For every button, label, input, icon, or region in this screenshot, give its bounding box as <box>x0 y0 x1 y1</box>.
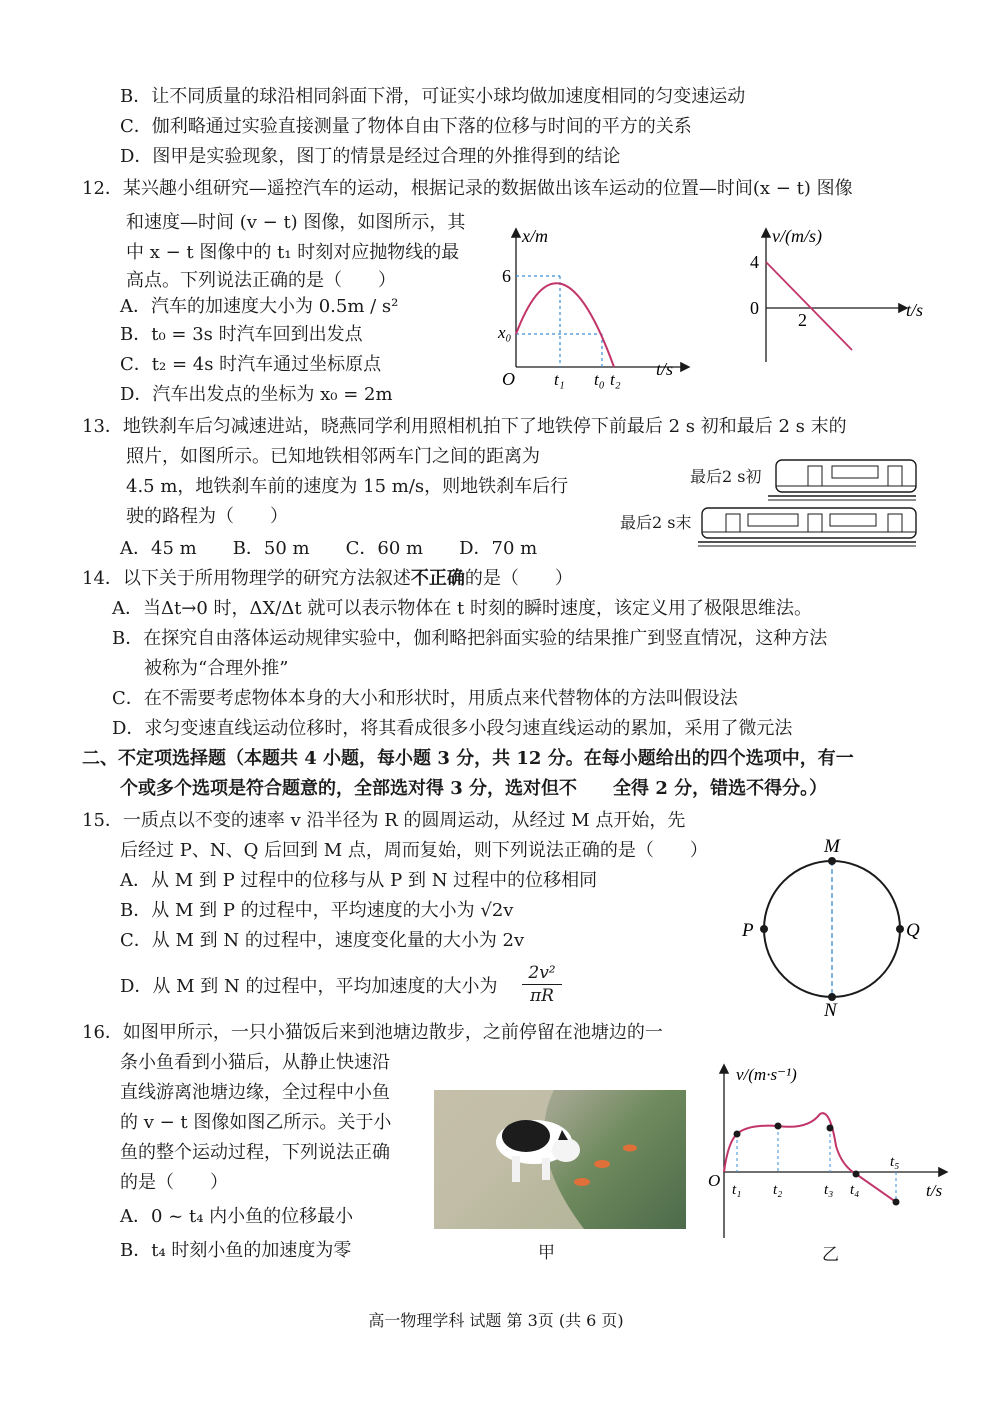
q13-options: A．45 m B．50 m C．60 m D．70 m <box>120 538 538 559</box>
page-footer: 高一物理学科 试题 第 3页 (共 6 页) <box>368 1311 624 1330</box>
q16-tick-t1: t₁ <box>732 1182 742 1198</box>
train-last <box>698 508 916 546</box>
q15-fraction-den: πR <box>530 986 554 1006</box>
vt-ylabel: v/(m/s) <box>772 226 822 246</box>
q11-option-d: D．图甲是实验现象，图丁的情景是经过合理的外推得到的结论 <box>120 146 621 167</box>
q14-stem-b: 的是（ ） <box>464 568 573 589</box>
q16-curve <box>724 1113 896 1202</box>
q14-option-b1: B．在探究自由落体运动规律实验中，伽利略把斜面实验的结果推广到竖直情况，这种方法 <box>112 628 828 649</box>
vt-zero: 0 <box>750 298 759 318</box>
q14-option-a: A．当Δt→0 时，ΔX/Δt 就可以表示物体在 t 时刻的瞬时速度，该定义用了极限思维法。 <box>112 598 812 619</box>
q14-stem <box>82 568 573 590</box>
q16-option-b: B．t₄ 时刻小鱼的加速度为零 <box>120 1240 352 1261</box>
q14-stem-a: 14．以下关于所用物理学的研究方法叙述 <box>82 568 411 589</box>
xt-ylabel: x/m <box>522 226 548 246</box>
q15-stem-line1: 15．一质点以不变的速率 v 沿半径为 R 的圆周运动，从经过 M 点开始，先 <box>82 810 686 831</box>
point-q <box>896 925 904 933</box>
q14-option-b2: 被称为“合理外推” <box>144 658 289 679</box>
q13-train-figure <box>696 454 918 548</box>
q12-stem-line2: 和速度—时间 (v − t) 图像，如图所示，其 <box>126 212 466 233</box>
xt-xlabel: t/s <box>656 359 674 379</box>
q15-option-b: B．从 M 到 P 的过程中，平均速度的大小为 √2v <box>120 900 514 921</box>
q16-ylabel: v/(m·s⁻¹) <box>736 1065 797 1084</box>
q11-option-b: B．让不同质量的球沿相同斜面下滑，可证实小球均做加速度相同的匀变速运动 <box>120 86 746 107</box>
xt-t0-label: t₀ <box>594 370 605 389</box>
xt-t1-label: t₁ <box>554 370 565 389</box>
caption-yi: 乙 <box>822 1245 839 1265</box>
section2-line2: 个或多个选项是符合题意的，全部选对得 3 分，选对但不 全得 2 分，错选不得分。） <box>120 778 828 799</box>
q14-stem-bold: 不正确 <box>410 568 465 589</box>
xt-t2-label: t₂ <box>610 370 621 389</box>
q11-option-c: C．伽利略通过实验直接测量了物体自由下落的位移与时间的平方的关系 <box>120 116 692 137</box>
q12-option-a: A．汽车的加速度大小为 0.5m / s² <box>120 296 399 317</box>
q16-point-t1 <box>734 1131 741 1138</box>
xt-origin: O <box>502 369 515 389</box>
q16-origin: O <box>708 1171 721 1190</box>
vt-xlabel: t/s <box>906 300 924 320</box>
q12-xt-graph <box>496 222 718 392</box>
q16-point-t2 <box>775 1123 782 1130</box>
vt-line <box>766 262 852 350</box>
q15-option-a: A．从 M 到 P 过程中的位移与从 P 到 N 过程中的位移相同 <box>120 870 598 891</box>
q16-option-a: A．0 ~ t₄ 内小鱼的位移最小 <box>120 1206 354 1227</box>
q15-fraction-num: 2v² <box>522 962 562 985</box>
q15-option-c: C．从 M 到 N 的过程中，速度变化量的大小为 2v <box>120 930 525 951</box>
label-n: N <box>824 1000 837 1021</box>
q13-label-first: 最后2 s初 <box>690 467 762 486</box>
point-m <box>828 857 836 865</box>
q15-fraction <box>522 962 562 1007</box>
q16-stem-line4: 的 v − t 图像如图乙所示。关于小 <box>120 1112 392 1133</box>
q16-point-t4 <box>853 1171 860 1178</box>
q16-stem-line3: 直线游离池塘边缘，全过程中小鱼 <box>120 1082 390 1103</box>
q16-xlabel: t/s <box>926 1181 943 1200</box>
q16-tick-t2: t₂ <box>773 1182 783 1198</box>
point-p <box>760 925 768 933</box>
q13-stem-line2: 照片，如图所示。已知地铁相邻两车门之间的距离为 <box>126 446 540 467</box>
q13-label-last: 最后2 s末 <box>620 513 692 532</box>
q16-stem-line2: 条小鱼看到小猫后，从静止快速沿 <box>120 1052 390 1073</box>
q14-option-c: C．在不需要考虑物体本身的大小和形状时，用质点来代替物体的方法叫假设法 <box>112 688 738 709</box>
vt-ytick: 4 <box>750 252 759 272</box>
xt-x0-label: x₀ <box>498 323 512 342</box>
xt-parabola <box>516 283 614 367</box>
cat-fish-photo <box>434 1090 686 1229</box>
q16-tick-t4: t₄ <box>850 1182 860 1198</box>
q13-stem-line4: 驶的路程为（ ） <box>126 506 288 527</box>
train-first <box>768 460 916 500</box>
q12-stem-line1 <box>82 178 853 200</box>
q16-stem-line1: 16．如图甲所示，一只小猫饭后来到池塘边散步，之前停留在池塘边的一 <box>82 1022 663 1043</box>
q16-point-t5 <box>893 1199 900 1206</box>
q12-option-d: D．汽车出发点的坐标为 x₀ = 2m <box>120 384 393 405</box>
q13-stem-line1: 13．地铁刹车后匀减速进站，晓燕同学利用照相机拍下了地铁停下前最后 2 s 初和最后 2 s 末的 <box>82 416 847 437</box>
q12-vt-graph <box>746 222 932 372</box>
q12-stem-line4: 高点。下列说法正确的是（ ） <box>126 270 396 291</box>
vt-xtick: 2 <box>798 310 807 330</box>
label-m: M <box>824 836 840 857</box>
q16-vt-graph <box>700 1058 956 1248</box>
caption-jia: 甲 <box>538 1243 555 1263</box>
label-p: P <box>742 920 754 941</box>
q16-tick-t5: t₅ <box>890 1154 900 1170</box>
q14-option-d: D．求匀变速直线运动位移时，将其看成很多小段匀速直线运动的累加，采用了微元法 <box>112 718 793 739</box>
label-q: Q <box>906 920 920 941</box>
q12-stem-text: 12．某兴趣小组研究—遥控汽车的运动，根据记录的数据做出该车运动的位置—时间 <box>82 178 753 199</box>
section2-line1: 二、不定项选择题（本题共 4 小题，每小题 3 分，共 12 分。在每小题给出的四个选项中，有一 <box>82 748 854 769</box>
q16-stem-line5: 鱼的整个运动过程，下列说法正确 <box>120 1142 390 1163</box>
q12-stem-line3: 中 x − t 图像中的 t₁ 时刻对应抛物线的最 <box>126 242 460 263</box>
q12-option-b: B．t₀ = 3s 时汽车回到出发点 <box>120 324 363 345</box>
q15-stem-line2: 后经过 P、N、Q 后回到 M 点，周而复始，则下列说法正确的是（ ） <box>120 840 708 861</box>
q15-option-d: D．从 M 到 N 的过程中，平均加速度的大小为 <box>120 976 498 997</box>
q15-circle-diagram <box>736 832 932 1022</box>
q12-option-c: C．t₂ = 4s 时汽车通过坐标原点 <box>120 354 382 375</box>
cat-fish-illustration <box>434 1090 686 1229</box>
q16-point-t3 <box>827 1125 834 1132</box>
q13-stem-line3: 4.5 m，地铁刹车前的速度为 15 m/s，则地铁刹车后行 <box>126 476 569 497</box>
q16-stem-line6: 的是（ ） <box>120 1172 228 1193</box>
q12-stem-tail: (x − t) 图像 <box>752 178 853 199</box>
xt-ytick: 6 <box>502 266 511 286</box>
q16-tick-t3: t₃ <box>824 1182 834 1198</box>
